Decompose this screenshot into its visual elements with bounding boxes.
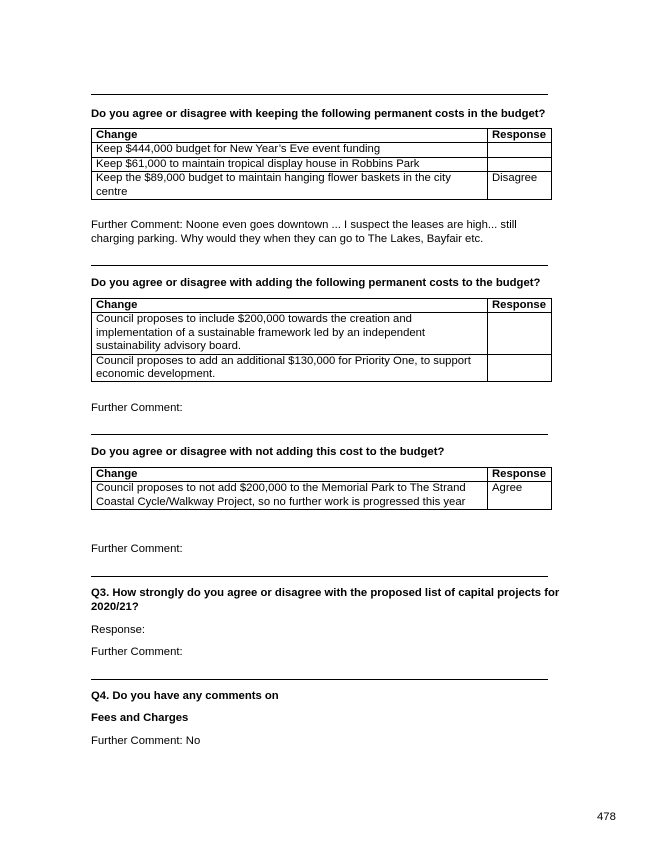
table-header-row xyxy=(92,129,552,143)
response-cell xyxy=(488,313,552,354)
section1-heading: Do you agree or disagree with keeping the following permanent costs in the budget? xyxy=(91,108,546,120)
column-header-response: Response xyxy=(488,129,552,143)
section2-comment: Further Comment: xyxy=(91,402,183,414)
response-cell xyxy=(488,157,552,171)
section2-heading: Do you agree or disagree with adding the following permanent costs to the budget? xyxy=(91,277,541,289)
column-header-response: Response xyxy=(488,468,552,482)
table-row xyxy=(92,172,552,200)
q3-comment: Further Comment: xyxy=(91,646,183,658)
q3-heading: Q3. How strongly do you agree or disagree with the proposed list of capital projects for 2020/21? xyxy=(91,587,560,613)
table-row xyxy=(92,143,552,157)
q4-heading: Q4. Do you have any comments on xyxy=(91,690,279,702)
divider-3 xyxy=(91,434,548,435)
table-row xyxy=(92,313,552,354)
divider-4 xyxy=(91,576,548,577)
response-cell: Agree xyxy=(488,482,552,510)
column-header-change: Change xyxy=(92,299,488,313)
change-cell: Council proposes to not add $200,000 to the Memorial Park to The Strand Coastal Cycle/Walkway Project, so no further work is progressed this year xyxy=(92,482,488,510)
page-number: 478 xyxy=(597,811,616,823)
table-header-row xyxy=(92,468,552,482)
column-header-change: Change xyxy=(92,129,488,143)
q4-subheading: Fees and Charges xyxy=(91,712,189,724)
table-row xyxy=(92,354,552,382)
section1-table xyxy=(91,128,552,200)
section1-comment: Further Comment: Noone even goes downtown ... I suspect the leases are high... still charging parking. Why would they when they can go to The Lakes, Bayfair etc. xyxy=(91,219,517,245)
column-header-response: Response xyxy=(488,299,552,313)
q4-comment: Further Comment: No xyxy=(91,735,201,747)
divider-1 xyxy=(91,94,548,95)
divider-2 xyxy=(91,265,548,266)
change-cell: Keep the $89,000 budget to maintain hanging flower baskets in the city centre xyxy=(92,172,488,200)
table-row xyxy=(92,157,552,171)
section3-table xyxy=(91,467,552,510)
response-cell xyxy=(488,143,552,157)
section3-heading: Do you agree or disagree with not adding this cost to the budget? xyxy=(91,446,445,458)
section2-table xyxy=(91,298,552,382)
section3-comment: Further Comment: xyxy=(91,543,183,555)
change-cell: Council proposes to include $200,000 towards the creation and implementation of a sustainable framework led by an independent sustainability advisory board. xyxy=(92,313,488,354)
divider-5 xyxy=(91,679,548,680)
table-row xyxy=(92,482,552,510)
change-cell: Council proposes to add an additional $130,000 for Priority One, to support economic development. xyxy=(92,354,488,382)
table-header-row xyxy=(92,299,552,313)
response-cell xyxy=(488,354,552,382)
change-cell: Keep $444,000 budget for New Year’s Eve event funding xyxy=(92,143,488,157)
q3-response: Response: xyxy=(91,624,146,636)
response-cell: Disagree xyxy=(488,172,552,200)
change-cell: Keep $61,000 to maintain tropical display house in Robbins Park xyxy=(92,157,488,171)
column-header-change: Change xyxy=(92,468,488,482)
